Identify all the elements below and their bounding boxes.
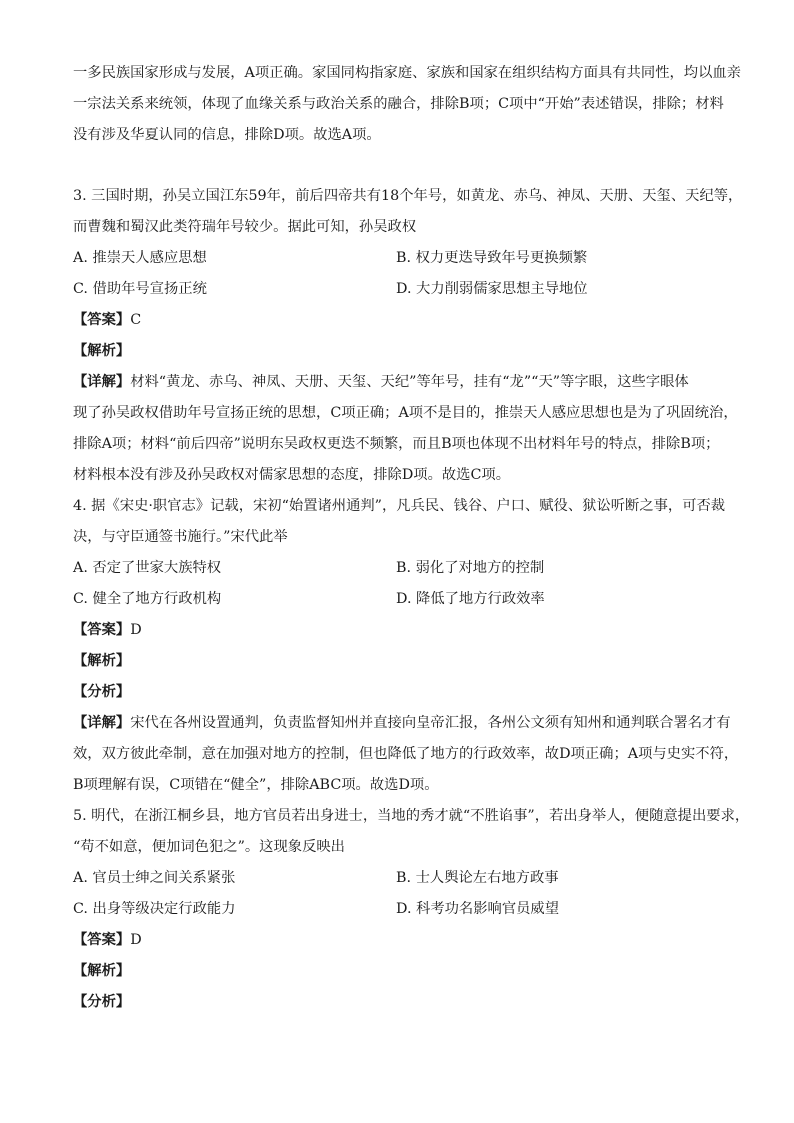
- spacer: [73, 151, 733, 181]
- option-row: [73, 894, 733, 925]
- option-row: [73, 584, 733, 615]
- answer-value: D: [130, 622, 142, 638]
- text-line: 决，与守臣通签书施行。”宋代此举: [73, 529, 288, 545]
- text-line: 而曹魏和蜀汉此类符瑞年号较少。据此可知，孙吴政权: [73, 219, 417, 235]
- analysis-line: [73, 956, 733, 987]
- detail-paragraph: [73, 708, 739, 801]
- question-stem: [73, 801, 750, 863]
- option-a: A. 官员士绅之间关系紧张: [73, 870, 236, 886]
- analysis-tag: 【解析】: [73, 963, 131, 979]
- text-line: 排除A项；材料“前后四帝”说明东吴政权更迭不频繁，而且B项也体现不出材料年号的特点，排除B项；: [73, 436, 720, 452]
- option-c: C. 借助年号宣扬正统: [73, 281, 207, 297]
- option-c: C. 健全了地方行政机构: [73, 591, 222, 607]
- fenxi-tag: 【分析】: [73, 994, 131, 1010]
- intro-paragraph: [73, 58, 741, 151]
- answer-line: [73, 925, 733, 956]
- analysis-tag: 【解析】: [73, 653, 131, 669]
- fenxi-tag: 【分析】: [73, 684, 131, 700]
- option-d: D. 科考功名影响官员威望: [396, 901, 560, 917]
- option-c: C. 出身等级决定行政能力: [73, 901, 236, 917]
- question-stem: [73, 491, 733, 553]
- detail-text: 宋代在各州设置通判，负责监督知州并直接向皇帝汇报，各州公文须有知州和通判联合署名才有: [130, 715, 731, 731]
- option-a: A. 否定了世家大族特权: [73, 560, 222, 576]
- answer-value: C: [130, 312, 142, 328]
- option-row: [73, 274, 733, 305]
- question-5: [73, 801, 750, 1018]
- option-row: [73, 863, 733, 894]
- fenxi-line: [73, 987, 733, 1018]
- analysis-line: [73, 336, 733, 367]
- text-line: B项理解有误，C项错在“健全”，排除ABC项。故选D项。: [73, 777, 439, 793]
- option-row: [73, 553, 733, 584]
- text-line: 现了孙吴政权借助年号宣扬正统的思想，C项正确；A项不是目的，推崇天人感应思想也是为了巩固统治，: [73, 405, 738, 421]
- text-line: 4. 据《宋史·职官志》记载，宋初“始置诸州通判”，凡兵民、钱谷、户口、赋役、狱讼听断之事，可否裁: [73, 498, 726, 514]
- text-line: 3. 三国时期，孙吴立国江东59年，前后四帝共有18个年号，如黄龙、赤乌、神凤、天册、天玺、天纪等，: [73, 188, 743, 204]
- answer-tag: 【答案】: [73, 312, 131, 328]
- detail-paragraph: [73, 367, 738, 491]
- detail-text: 材料“黄龙、赤乌、神凤、天册、天玺、天纪”等年号，挂有“龙”“天”等字眼，这些字眼体: [130, 374, 689, 390]
- detail-tag: 【详解】: [73, 374, 131, 390]
- detail-tag: 【详解】: [73, 715, 131, 731]
- option-b: B. 权力更迭导致年号更换频繁: [396, 250, 588, 266]
- analysis-tag: 【解析】: [73, 343, 131, 359]
- text-line: [73, 367, 733, 398]
- answer-line: [73, 615, 733, 646]
- answer-tag: 【答案】: [73, 932, 131, 948]
- answer-line: [73, 305, 733, 336]
- text-line: 5. 明代，在浙江桐乡县，地方官员若出身进士，当地的秀才就“不胜谄事”，若出身举人，便随意提出要求，: [73, 808, 750, 824]
- option-a: A. 推崇天人感应思想: [73, 250, 207, 266]
- text-line: 效，双方彼此牵制，意在加强对地方的控制，但也降低了地方的行政效率，故D项正确；A项与史实不符，: [73, 746, 739, 762]
- text-line: 一宗法关系来统领，体现了血缘关系与政治关系的融合，排除B项；C项中“开始”表述错误，排除；材料: [73, 96, 724, 112]
- text-line: 没有涉及华夏认同的信息，排除D项。故选A项。: [73, 127, 381, 143]
- option-d: D. 大力削弱儒家思想主导地位: [396, 281, 588, 297]
- analysis-line: [73, 646, 733, 677]
- option-row: [73, 243, 733, 274]
- text-line: 一多民族国家形成与发展，A项正确。家国同构指家庭、家族和国家在组织结构方面具有共同性，均以血亲: [73, 65, 741, 81]
- question-3: [73, 181, 743, 491]
- fenxi-line: [73, 677, 733, 708]
- document-page: [73, 58, 750, 1018]
- answer-tag: 【答案】: [73, 622, 131, 638]
- option-b: B. 士人舆论左右地方政事: [396, 870, 559, 886]
- option-b: B. 弱化了对地方的控制: [396, 560, 545, 576]
- answer-value: D: [130, 932, 142, 948]
- option-d: D. 降低了地方行政效率: [396, 591, 545, 607]
- question-4: [73, 491, 739, 801]
- question-stem: [73, 181, 743, 243]
- text-line: “苟不如意，便加词色犯之”。这现象反映出: [73, 839, 345, 855]
- text-line: [73, 708, 733, 739]
- text-line: 材料根本没有涉及孙吴政权对儒家思想的态度，排除D项。故选C项。: [73, 467, 511, 483]
